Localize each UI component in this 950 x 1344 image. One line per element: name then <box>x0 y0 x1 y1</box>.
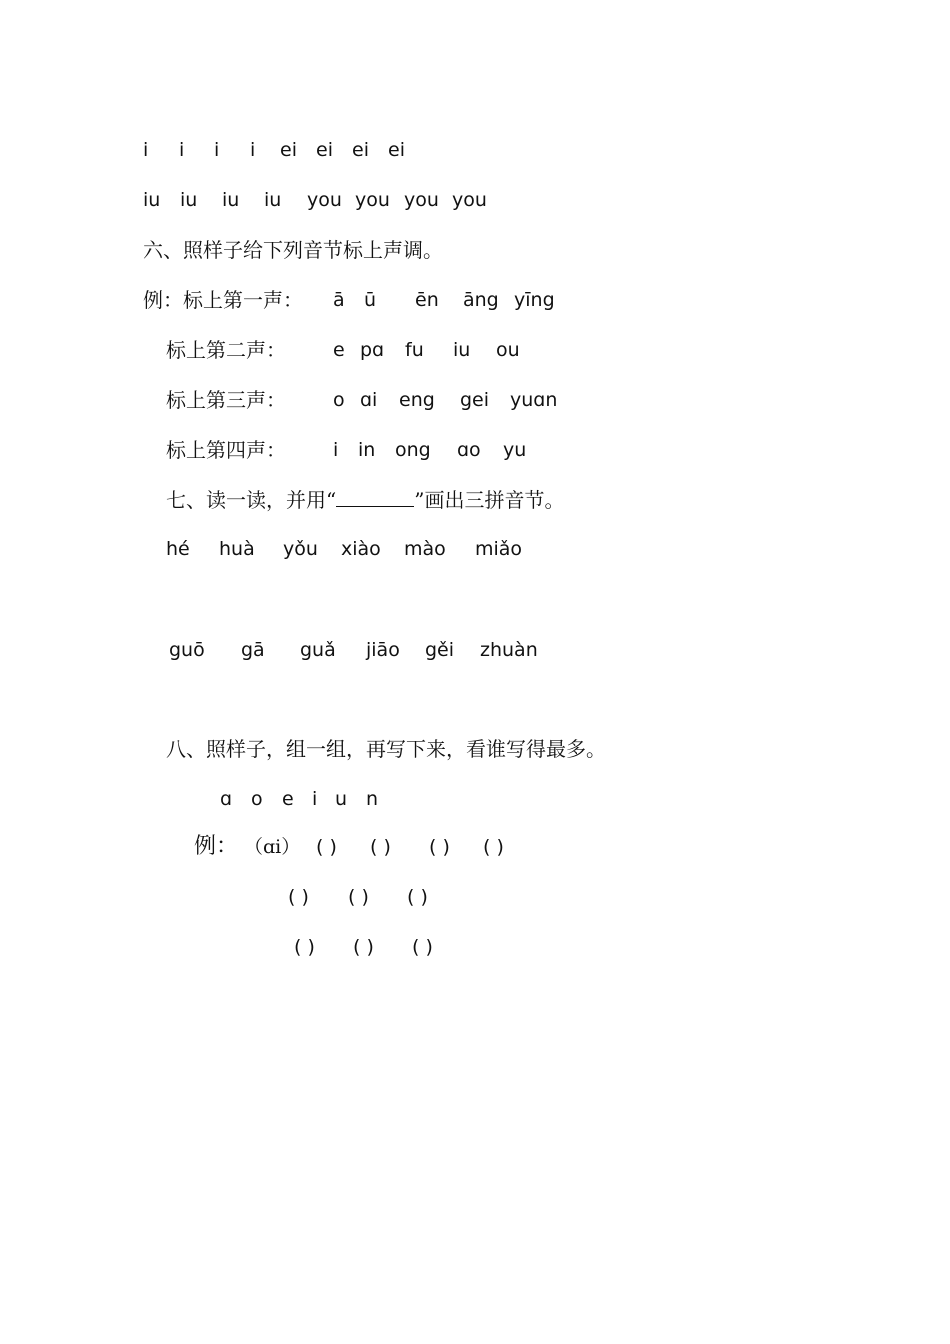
pinyin-syllable: i <box>179 139 185 161</box>
pinyin-syllable: iu <box>264 189 282 211</box>
pinyin-syllable: iu <box>180 189 198 211</box>
answer-bracket[interactable]: ( ) <box>288 886 309 908</box>
pinyin-syllable: mào <box>404 538 446 560</box>
letter: o <box>251 788 263 810</box>
pinyin-syllable: ɑo <box>457 439 481 461</box>
pinyin-syllable: in <box>358 439 376 461</box>
pinyin-syllable: i <box>250 139 256 161</box>
pinyin-syllable: ong <box>395 439 431 461</box>
example-label: 例： <box>194 834 239 859</box>
pinyin-syllable: gěi <box>425 639 455 661</box>
pinyin-syllable: yǒu <box>283 538 318 560</box>
pinyin-syllable: i <box>333 439 339 461</box>
answer-bracket[interactable]: ( ) <box>483 836 504 858</box>
pinyin-syllable: pɑ <box>360 339 385 361</box>
pinyin-syllable: guǎ <box>300 639 336 661</box>
pinyin-syllable: hé <box>166 538 190 560</box>
pinyin-syllable: guō <box>169 639 205 661</box>
pinyin-syllable: e <box>333 339 345 361</box>
example-answer: （ɑi） <box>244 836 301 858</box>
answer-bracket[interactable]: ( ) <box>348 886 369 908</box>
section-7-title-end: ”画出三拼音节。 <box>414 488 565 512</box>
pinyin-syllable: fu <box>405 339 424 361</box>
pinyin-syllable: you <box>404 189 439 211</box>
pinyin-syllable: you <box>452 189 487 211</box>
letter: i <box>312 788 318 810</box>
pinyin-syllable: ei <box>388 139 405 161</box>
pinyin-syllable: jiāo <box>366 639 400 661</box>
answer-bracket[interactable]: ( ) <box>294 936 315 958</box>
pinyin-syllable: ū <box>364 289 377 311</box>
pinyin-syllable: eng <box>399 389 435 411</box>
example-label: 例：标上第一声： <box>143 288 303 312</box>
section-6-title: 六、照样子给下列音节标上声调。 <box>143 238 443 262</box>
pinyin-syllable: i <box>143 139 149 161</box>
pinyin-syllable: zhuàn <box>480 639 538 661</box>
answer-bracket[interactable]: ( ) <box>353 936 374 958</box>
pinyin-syllable: ēn <box>415 289 439 311</box>
pinyin-syllable: you <box>307 189 342 211</box>
pinyin-syllable: yu <box>503 439 527 461</box>
pinyin-syllable: ei <box>280 139 297 161</box>
answer-bracket[interactable]: ( ) <box>429 836 450 858</box>
pinyin-syllable: i <box>214 139 220 161</box>
pinyin-syllable: ei <box>352 139 369 161</box>
answer-bracket[interactable]: ( ) <box>316 836 337 858</box>
tone-label: 标上第二声： <box>166 338 286 362</box>
pinyin-syllable: o <box>333 389 345 411</box>
answer-bracket[interactable]: ( ) <box>407 886 428 908</box>
pinyin-syllable: iu <box>453 339 471 361</box>
section-7-title <box>166 488 564 512</box>
pinyin-syllable: miǎo <box>475 538 523 560</box>
pinyin-syllable: yīng <box>514 289 555 311</box>
letter: ɑ <box>220 788 233 810</box>
answer-bracket[interactable]: ( ) <box>370 836 391 858</box>
letter: e <box>282 788 294 810</box>
section-7-title-start: 七、读一读，并用“ <box>166 488 337 512</box>
pinyin-syllable: ei <box>316 139 333 161</box>
pinyin-syllable: āng <box>463 289 499 311</box>
pinyin-syllable: iu <box>222 189 240 211</box>
pinyin-syllable: yuɑn <box>510 389 558 411</box>
answer-bracket[interactable]: ( ) <box>412 936 433 958</box>
tone-label: 标上第三声： <box>166 388 286 412</box>
pinyin-syllable: ou <box>496 339 520 361</box>
pinyin-syllable: you <box>355 189 390 211</box>
pinyin-syllable: ā <box>333 289 345 311</box>
pinyin-syllable: gā <box>241 639 265 661</box>
letter: n <box>366 788 379 810</box>
pinyin-syllable: xiào <box>341 538 381 560</box>
section-8-title: 八、照样子，组一组，再写下来，看谁写得最多。 <box>166 737 606 761</box>
pinyin-syllable: gei <box>460 389 490 411</box>
pinyin-syllable: huà <box>219 538 255 560</box>
pinyin-syllable: iu <box>143 189 161 211</box>
letter: u <box>335 788 348 810</box>
tone-label: 标上第四声： <box>166 438 286 462</box>
pinyin-syllable: ɑi <box>360 389 378 411</box>
underline-blank <box>336 488 414 507</box>
